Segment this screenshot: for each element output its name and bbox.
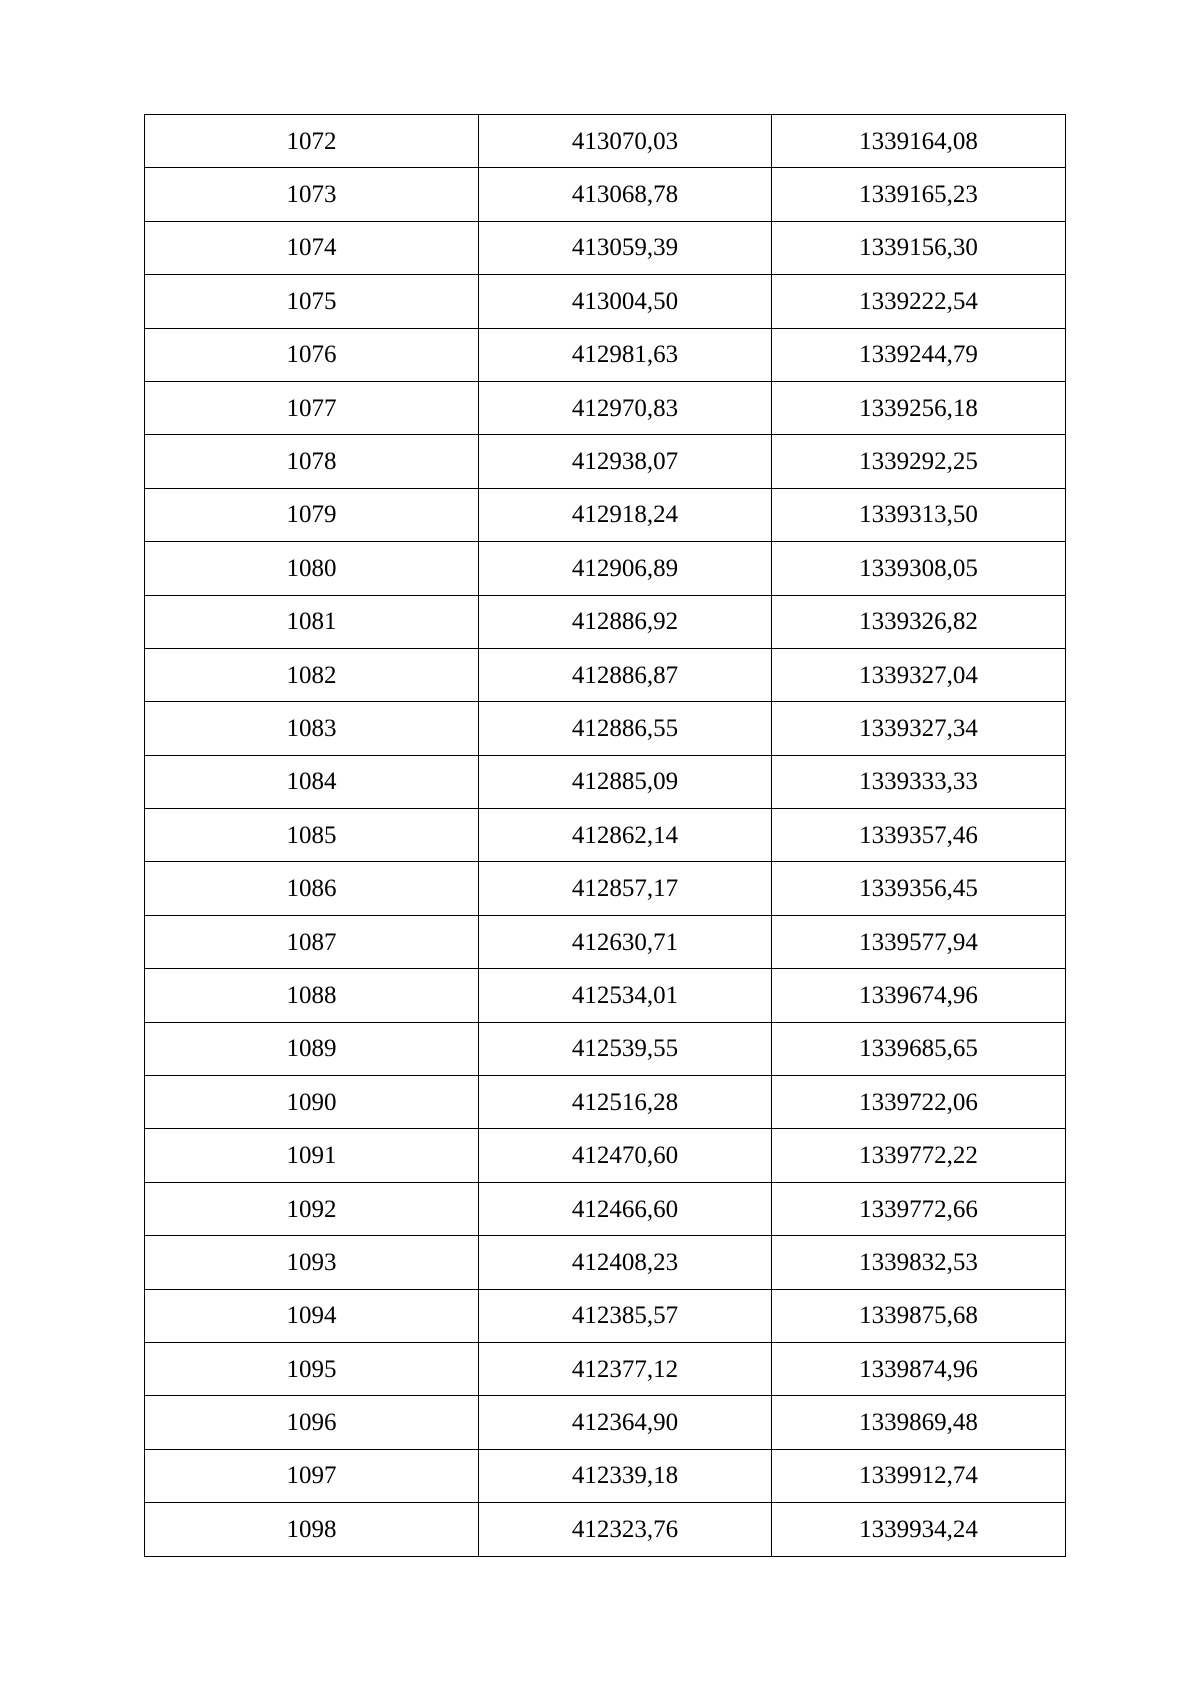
table-row [145,1236,1066,1289]
point-number-cell: 1073 [145,168,479,221]
y-coordinate-cell: 1339164,08 [772,115,1066,168]
y-coordinate-cell: 1339772,22 [772,1129,1066,1182]
x-coordinate-cell: 412377,12 [479,1342,772,1395]
coordinates-table-body [145,115,1066,1557]
y-coordinate-cell: 1339722,06 [772,1076,1066,1129]
x-coordinate-cell: 413059,39 [479,221,772,274]
y-coordinate-cell: 1339356,45 [772,862,1066,915]
x-coordinate-cell: 412857,17 [479,862,772,915]
point-number-cell: 1079 [145,488,479,541]
table-row [145,862,1066,915]
y-coordinate-cell: 1339934,24 [772,1503,1066,1556]
x-coordinate-cell: 412918,24 [479,488,772,541]
x-coordinate-cell: 412466,60 [479,1182,772,1235]
x-coordinate-cell: 412885,09 [479,755,772,808]
y-coordinate-cell: 1339156,30 [772,221,1066,274]
table-row [145,435,1066,488]
x-coordinate-cell: 412534,01 [479,969,772,1022]
point-number-cell: 1090 [145,1076,479,1129]
x-coordinate-cell: 412886,55 [479,702,772,755]
x-coordinate-cell: 412938,07 [479,435,772,488]
table-row [145,1289,1066,1342]
table-row [145,648,1066,701]
x-coordinate-cell: 412408,23 [479,1236,772,1289]
point-number-cell: 1075 [145,275,479,328]
y-coordinate-cell: 1339875,68 [772,1289,1066,1342]
x-coordinate-cell: 412339,18 [479,1449,772,1502]
y-coordinate-cell: 1339674,96 [772,969,1066,1022]
table-row [145,702,1066,755]
point-number-cell: 1091 [145,1129,479,1182]
table-row [145,381,1066,434]
point-number-cell: 1077 [145,381,479,434]
point-number-cell: 1094 [145,1289,479,1342]
x-coordinate-cell: 412516,28 [479,1076,772,1129]
table-row [145,1342,1066,1395]
x-coordinate-cell: 412539,55 [479,1022,772,1075]
point-number-cell: 1086 [145,862,479,915]
table-row [145,542,1066,595]
table-row [145,809,1066,862]
y-coordinate-cell: 1339685,65 [772,1022,1066,1075]
table-row [145,1182,1066,1235]
y-coordinate-cell: 1339772,66 [772,1182,1066,1235]
point-number-cell: 1098 [145,1503,479,1556]
y-coordinate-cell: 1339165,23 [772,168,1066,221]
x-coordinate-cell: 412470,60 [479,1129,772,1182]
table-row [145,1076,1066,1129]
table-row [145,115,1066,168]
y-coordinate-cell: 1339308,05 [772,542,1066,595]
table-row [145,969,1066,1022]
point-number-cell: 1082 [145,648,479,701]
x-coordinate-cell: 412981,63 [479,328,772,381]
x-coordinate-cell: 412906,89 [479,542,772,595]
x-coordinate-cell: 412630,71 [479,915,772,968]
table-row [145,328,1066,381]
y-coordinate-cell: 1339874,96 [772,1342,1066,1395]
y-coordinate-cell: 1339357,46 [772,809,1066,862]
table-row [145,168,1066,221]
y-coordinate-cell: 1339333,33 [772,755,1066,808]
point-number-cell: 1095 [145,1342,479,1395]
y-coordinate-cell: 1339912,74 [772,1449,1066,1502]
point-number-cell: 1080 [145,542,479,595]
table-row [145,1396,1066,1449]
point-number-cell: 1088 [145,969,479,1022]
table-row [145,1022,1066,1075]
y-coordinate-cell: 1339222,54 [772,275,1066,328]
point-number-cell: 1081 [145,595,479,648]
x-coordinate-cell: 412385,57 [479,1289,772,1342]
point-number-cell: 1083 [145,702,479,755]
point-number-cell: 1097 [145,1449,479,1502]
point-number-cell: 1089 [145,1022,479,1075]
y-coordinate-cell: 1339326,82 [772,595,1066,648]
x-coordinate-cell: 412886,92 [479,595,772,648]
table-row [145,915,1066,968]
y-coordinate-cell: 1339577,94 [772,915,1066,968]
x-coordinate-cell: 412970,83 [479,381,772,434]
table-row [145,488,1066,541]
x-coordinate-cell: 413068,78 [479,168,772,221]
point-number-cell: 1087 [145,915,479,968]
y-coordinate-cell: 1339256,18 [772,381,1066,434]
x-coordinate-cell: 412323,76 [479,1503,772,1556]
point-number-cell: 1078 [145,435,479,488]
point-number-cell: 1093 [145,1236,479,1289]
y-coordinate-cell: 1339832,53 [772,1236,1066,1289]
coordinates-table [144,114,1066,1557]
point-number-cell: 1085 [145,809,479,862]
y-coordinate-cell: 1339244,79 [772,328,1066,381]
table-row [145,1129,1066,1182]
point-number-cell: 1074 [145,221,479,274]
table-row [145,1449,1066,1502]
y-coordinate-cell: 1339292,25 [772,435,1066,488]
point-number-cell: 1072 [145,115,479,168]
x-coordinate-cell: 413070,03 [479,115,772,168]
x-coordinate-cell: 413004,50 [479,275,772,328]
table-row [145,755,1066,808]
y-coordinate-cell: 1339327,34 [772,702,1066,755]
table-row [145,275,1066,328]
table-row [145,1503,1066,1556]
point-number-cell: 1092 [145,1182,479,1235]
x-coordinate-cell: 412886,87 [479,648,772,701]
point-number-cell: 1084 [145,755,479,808]
y-coordinate-cell: 1339327,04 [772,648,1066,701]
point-number-cell: 1076 [145,328,479,381]
table-row [145,595,1066,648]
y-coordinate-cell: 1339869,48 [772,1396,1066,1449]
y-coordinate-cell: 1339313,50 [772,488,1066,541]
x-coordinate-cell: 412364,90 [479,1396,772,1449]
point-number-cell: 1096 [145,1396,479,1449]
x-coordinate-cell: 412862,14 [479,809,772,862]
table-row [145,221,1066,274]
